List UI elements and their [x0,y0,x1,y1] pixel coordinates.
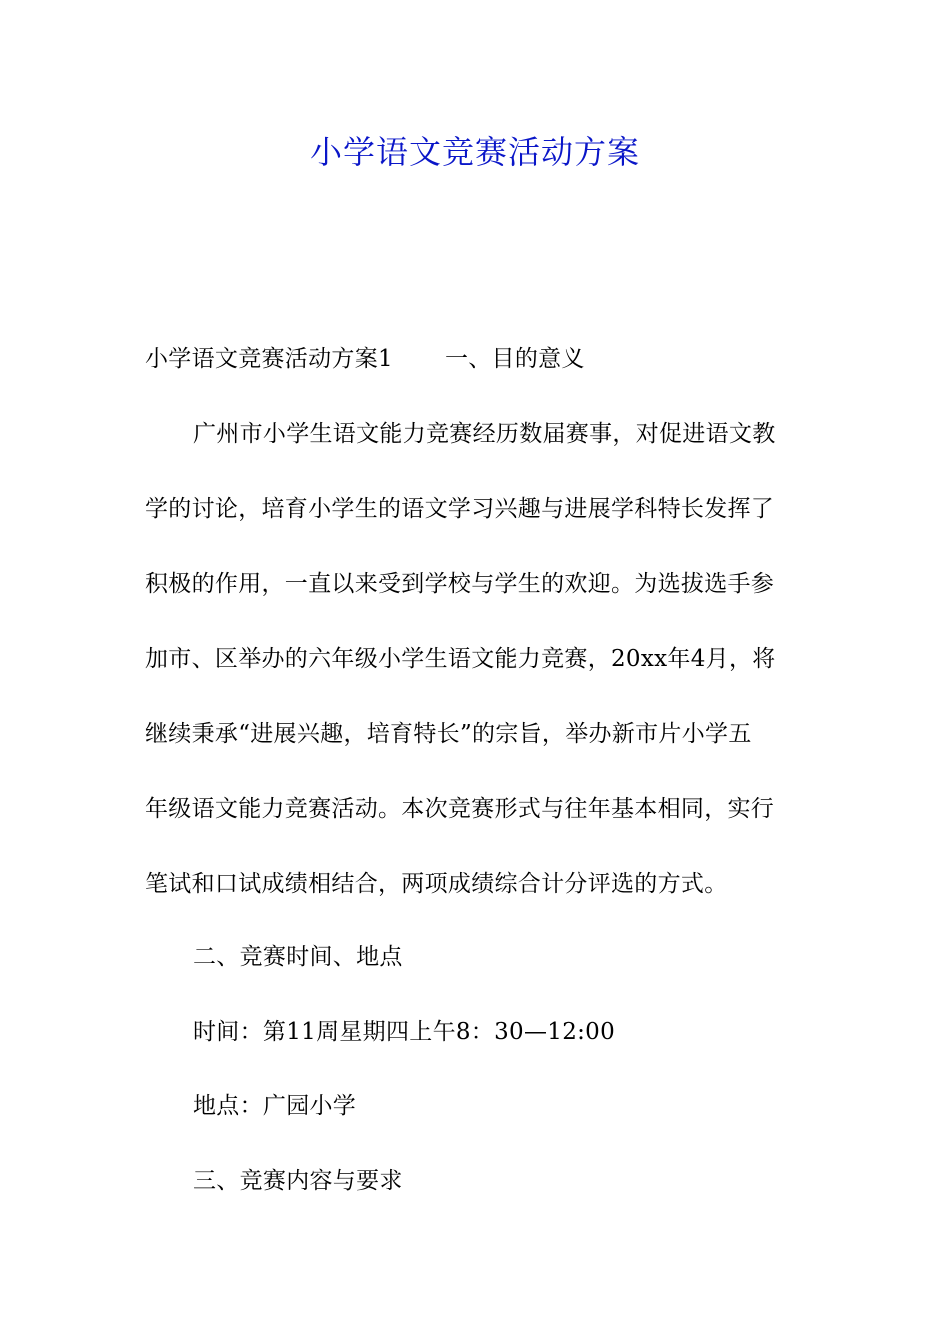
part2-heading: 二、竞赛时间、地点 [193,944,403,970]
time-line: 时间：第11周星期四上午8：30—12:00 [193,1019,616,1045]
paragraph1-line: 笔试和口试成绩相结合，两项成绩综合计分评选的方式。 [145,871,728,897]
intro-line [145,344,585,374]
place-line: 地点：广园小学 [193,1093,357,1119]
paragraph1-line: 广州市小学生语文能力竞赛经历数届赛事，对促进语文教 [193,421,776,447]
part3-heading: 三、竞赛内容与要求 [193,1168,403,1194]
paragraph1-line: 加市、区举办的六年级小学生语文能力竞赛，20xx年4月，将 [145,646,776,672]
paragraph1-line: 年级语文能力竞赛活动。本次竞赛形式与往年基本相同，实行 [145,796,775,822]
paragraph1-line: 积极的作用，一直以来受到学校与学生的欢迎。为选拔选手参 [145,571,775,597]
paragraph1-line: 继续秉承“进展兴趣，培育特长”的宗旨，举办新市片小学五 [145,721,752,747]
document-title: 小学语文竞赛活动方案 [309,133,640,171]
paragraph1-line: 学的讨论，培育小学生的语文学习兴趣与进展学科特长发挥了 [145,496,775,522]
section-heading: 小学语文竞赛活动方案1 [145,346,393,372]
part1-heading: 一、目的意义 [444,346,585,372]
